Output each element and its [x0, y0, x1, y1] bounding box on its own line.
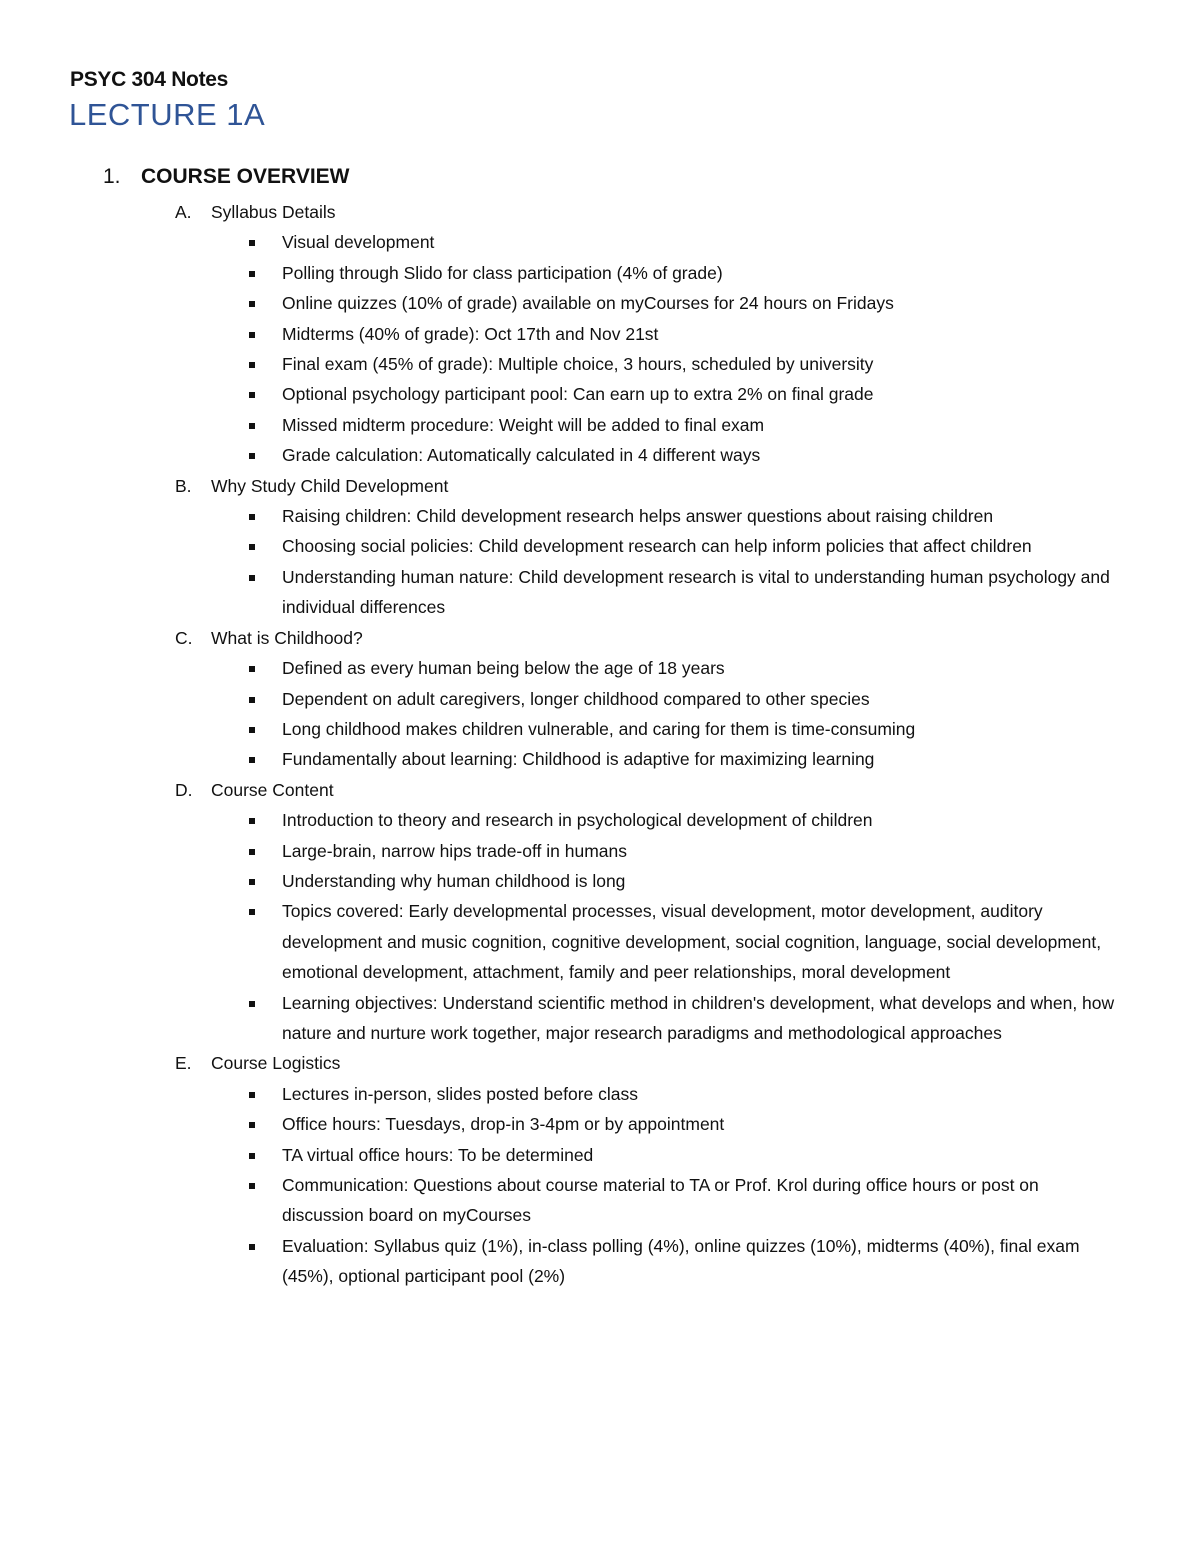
bullet-list [247, 805, 1143, 1048]
list-item-text: Optional psychology participant pool: Can earn up to extra 2% on final grade [282, 384, 874, 405]
square-bullet-icon [249, 1122, 255, 1128]
bullet-list [247, 1079, 1143, 1292]
list-item [247, 866, 1122, 896]
subsection-heading [175, 197, 1143, 227]
square-bullet-icon [249, 362, 255, 368]
list-item [247, 653, 1122, 683]
list-item-text: Dependent on adult caregivers, longer childhood compared to other species [282, 688, 870, 709]
list-item [247, 988, 1122, 1049]
square-bullet-icon [249, 666, 255, 672]
list-item [247, 258, 1122, 288]
list-item [247, 562, 1122, 623]
list-item [247, 1109, 1122, 1139]
square-bullet-icon [249, 818, 255, 824]
list-item-text: Lectures in-person, slides posted before class [282, 1083, 639, 1104]
list-item [247, 836, 1122, 866]
subsection-title: Course Content [211, 779, 334, 800]
square-bullet-icon [249, 544, 255, 550]
square-bullet-icon [249, 1092, 255, 1098]
square-bullet-icon [249, 1001, 255, 1007]
list-item [247, 410, 1122, 440]
square-bullet-icon [249, 514, 255, 520]
square-bullet-icon [249, 423, 255, 429]
list-item-text: Understanding human nature: Child development research is vital to understanding human psychology and individual differences [282, 566, 1110, 618]
bullet-list [247, 227, 1143, 470]
list-item-text: Polling through Slido for class participation (4% of grade) [282, 262, 723, 283]
square-bullet-icon [249, 727, 255, 733]
square-bullet-icon [249, 697, 255, 703]
list-item [247, 349, 1122, 379]
list-item [247, 288, 1122, 318]
section-heading [103, 165, 1143, 197]
subsection-heading [175, 775, 1143, 805]
square-bullet-icon [249, 849, 255, 855]
list-item [247, 1079, 1122, 1109]
subsection [175, 1048, 1143, 1291]
document-title: PSYC 304 Notes [70, 68, 229, 91]
list-item-text: Learning objectives: Understand scientific method in children's development, what develops and when, how nature and nurture work together, major research paradigms and methodological approaches [282, 992, 1115, 1043]
square-bullet-icon [249, 879, 255, 885]
subsection-heading [175, 1048, 1143, 1078]
course-overview-section [103, 165, 1143, 1292]
square-bullet-icon [249, 909, 255, 915]
list-item-text: Fundamentally about learning: Childhood is adaptive for maximizing learning [282, 749, 875, 770]
subsection-heading [175, 471, 1143, 501]
section-title: COURSE OVERVIEW [141, 165, 350, 188]
subsection-letter: B. [175, 475, 192, 496]
subsection-letter: D. [175, 779, 193, 800]
square-bullet-icon [249, 301, 255, 307]
subsection-title: Syllabus Details [211, 202, 336, 222]
subsection-title: Why Study Child Development [211, 475, 449, 496]
bullet-list [247, 653, 1143, 775]
subsection-letter: C. [175, 627, 193, 648]
square-bullet-icon [249, 332, 255, 338]
subsection [175, 775, 1143, 1049]
list-item-text: Defined as every human being below the age of 18 years [282, 658, 725, 679]
list-item [247, 805, 1122, 835]
list-item [247, 714, 1122, 744]
list-item [247, 1170, 1122, 1231]
list-item [247, 684, 1122, 714]
subsection-heading [175, 623, 1143, 653]
subsection [175, 623, 1143, 775]
subsection [175, 197, 1143, 471]
list-item [247, 896, 1122, 987]
lecture-heading: LECTURE 1A [69, 97, 266, 132]
subsection-letter: E. [175, 1053, 192, 1074]
list-item-text: Evaluation: Syllabus quiz (1%), in-class polling (4%), online quizzes (10%), midterms (40%), final exam (45%), optional participant pool (2%) [282, 1235, 1080, 1287]
square-bullet-icon [249, 240, 255, 246]
section-number: 1. [103, 165, 121, 188]
square-bullet-icon [249, 453, 255, 459]
square-bullet-icon [249, 1153, 255, 1159]
list-item-text: TA virtual office hours: To be determined [282, 1144, 594, 1165]
bullet-list [247, 501, 1143, 623]
list-item [247, 1140, 1122, 1170]
list-item [247, 531, 1122, 561]
list-item [247, 319, 1122, 349]
list-item-text: Understanding why human childhood is long [282, 870, 626, 891]
list-item-text: Communication: Questions about course material to TA or Prof. Krol during office hours or post on discussion board on myCourses [282, 1175, 1039, 1226]
list-item-text: Office hours: Tuesdays, drop-in 3-4pm or by appointment [282, 1114, 725, 1135]
list-item-text: Visual development [282, 232, 435, 253]
list-item [247, 440, 1122, 470]
subsection-list [103, 197, 1143, 1292]
list-item-text: Final exam (45% of grade): Multiple choice, 3 hours, scheduled by university [282, 354, 874, 375]
list-item [247, 227, 1122, 257]
list-item [247, 379, 1122, 409]
list-item-text: Large-brain, narrow hips trade-off in humans [282, 840, 628, 861]
subsection-title: Course Logistics [211, 1053, 341, 1074]
subsection-letter: A. [175, 202, 192, 222]
list-item [247, 501, 1122, 531]
list-item-text: Missed midterm procedure: Weight will be added to final exam [282, 414, 765, 435]
list-item-text: Choosing social policies: Child development research can help inform policies that affect children [282, 536, 1032, 557]
list-item-text: Midterms (40% of grade): Oct 17th and Nov 21st [282, 323, 659, 344]
list-item-text: Long childhood makes children vulnerable, and caring for them is time-consuming [282, 718, 916, 739]
subsection [175, 471, 1143, 623]
square-bullet-icon [249, 1183, 255, 1189]
square-bullet-icon [249, 575, 255, 581]
square-bullet-icon [249, 757, 255, 763]
list-item [247, 1231, 1122, 1292]
list-item-text: Introduction to theory and research in psychological development of children [282, 810, 873, 831]
list-item-text: Online quizzes (10% of grade) available on myCourses for 24 hours on Fridays [282, 293, 894, 314]
list-item-text: Grade calculation: Automatically calculated in 4 different ways [282, 445, 761, 466]
list-item-text: Topics covered: Early developmental processes, visual development, motor development, auditory development and music cognition, cognitive development, social cognition, language, social development, emotional development, attachment, family and peer relationships, moral development [282, 901, 1102, 983]
subsection-title: What is Childhood? [211, 627, 363, 648]
list-item-text: Raising children: Child development research helps answer questions about raising children [282, 506, 994, 527]
list-item [247, 744, 1122, 774]
square-bullet-icon [249, 271, 255, 277]
square-bullet-icon [249, 1244, 255, 1250]
square-bullet-icon [249, 392, 255, 398]
